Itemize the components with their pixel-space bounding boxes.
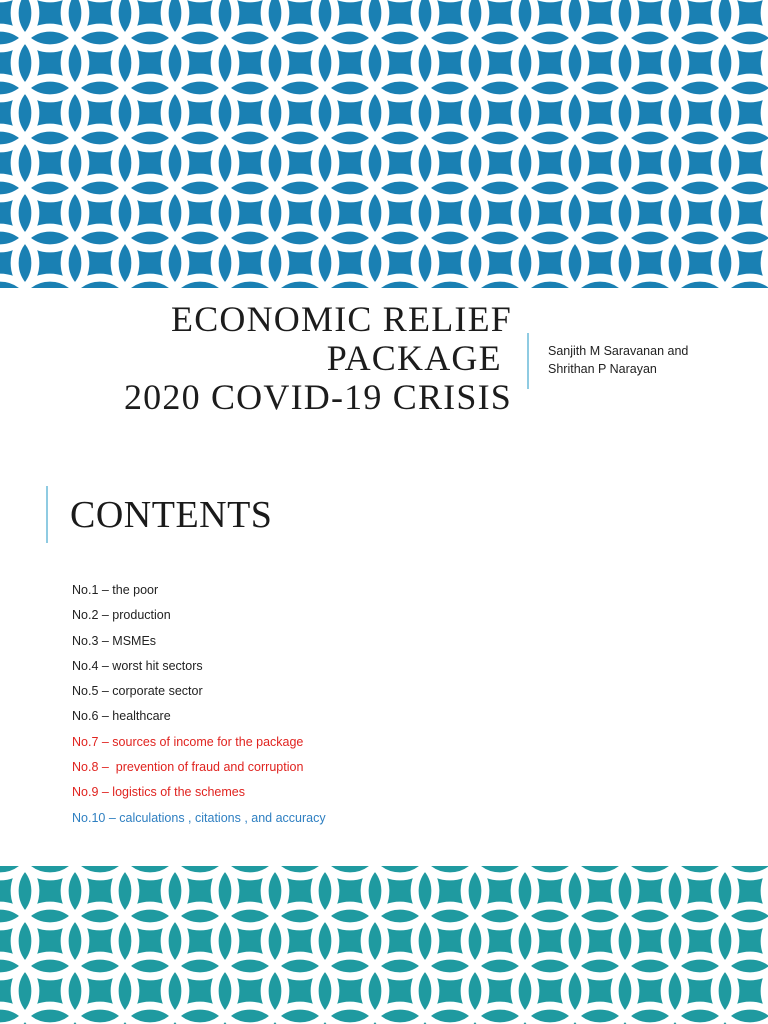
contents-item: No.1 – the poor xyxy=(72,583,159,597)
bottom-pattern-graphic xyxy=(0,866,768,1024)
contents-list xyxy=(72,580,326,833)
contents-heading: CONTENTS xyxy=(70,494,273,536)
authors-line-2: Shrithan P Narayan xyxy=(548,362,657,376)
contents-item: No.6 – healthcare xyxy=(72,709,171,724)
contents-item: No.2 – production xyxy=(72,608,171,623)
contents-divider-line xyxy=(46,486,48,543)
authors-block xyxy=(548,342,748,378)
title-line-2: PACKAGE xyxy=(326,338,512,378)
authors-line-1: Sanjith M Saravanan and xyxy=(548,344,689,358)
title-line-3: 2020 COVID-19 CRISIS xyxy=(123,377,512,417)
title-line-1: ECONOMIC RELIEF xyxy=(171,299,512,339)
top-pattern-band xyxy=(0,0,768,288)
contents-item: No.5 – corporate sector xyxy=(72,684,203,699)
title-divider-line xyxy=(527,333,529,389)
bottom-pattern-band xyxy=(0,866,768,1024)
contents-item: No.4 – worst hit sectors xyxy=(72,658,203,673)
contents-item: No.10 – calculations , citations , and accuracy xyxy=(72,810,326,825)
top-pattern-graphic xyxy=(0,0,768,288)
contents-item: No.8 – prevention of fraud and corruption xyxy=(72,760,304,775)
title-block xyxy=(40,300,512,417)
contents-item: No.9 – logistics of the schemes xyxy=(72,785,245,800)
contents-item: No.3 – MSMEs xyxy=(72,633,157,648)
contents-item: No.7 – sources of income for the package xyxy=(72,734,304,749)
